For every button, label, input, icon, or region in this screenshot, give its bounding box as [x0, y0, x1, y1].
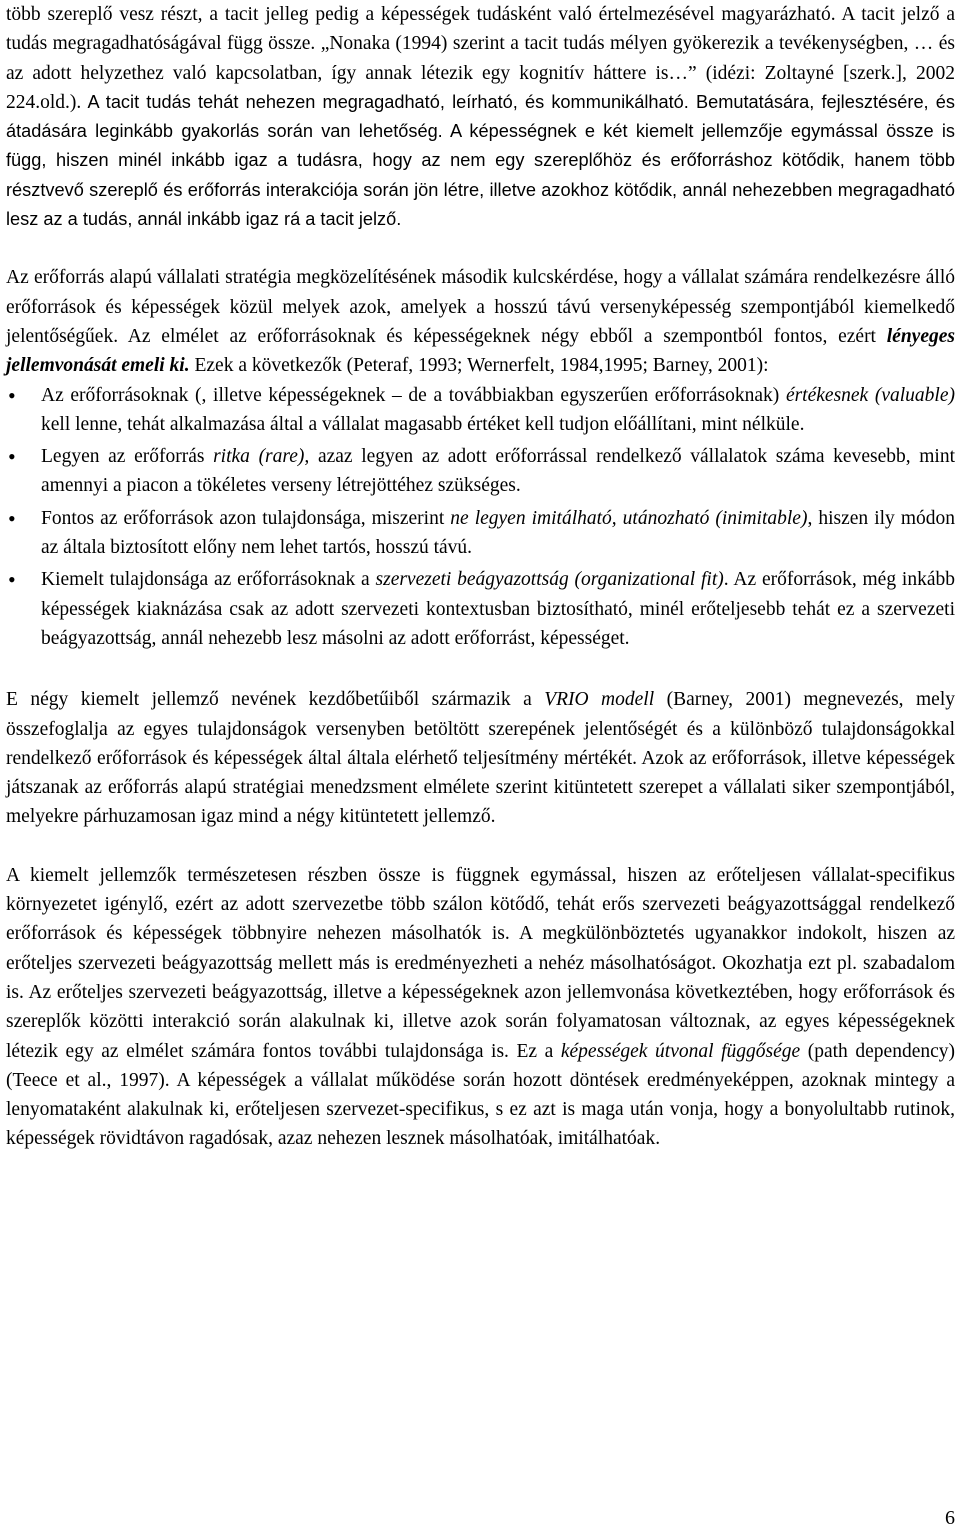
bullet-text: kell lenne, tehát alkalmazása által a vállalat magasabb értéket kell tudjon előállítani, mint nélküle.	[41, 413, 805, 435]
paragraph-2-emphasis: lényeges jellemvonását emeli ki.	[6, 325, 955, 377]
bullet-text: . Az erőforrások, még inkább képességek kiaknázása csak az adott szervezeti kontextusban biztosítható, minél erőteljesebb tehát ez a szervezeti beágyazottság, annál nehezebb lesz másolni az adott erőforrást, képességet.	[41, 569, 955, 649]
bullet-text: , hiszen ily módon az általa biztosított előny nem lehet tartós, hosszú távú.	[41, 507, 955, 559]
paragraph-4	[6, 861, 955, 1154]
paragraph-2-text-b: Ezek a következők (Peteraf, 1993; Wernerfelt, 1984,1995; Barney, 2001):	[189, 355, 769, 377]
intro-serif-text: több szereplő vesz részt, a tacit jelleg pedig a képességek tudásként való értelmezésével magyarázható. A tacit jelző a tudás megragadhatóságával függ össze. „Nonaka (1994) szerint a tacit tudás mélyen gyökerezik a tevékenységben, … és az adott helyzethez való kapcsolatban, így annak létezik egy kognitív háttere is…” (idézi: Zoltayné [szerk.], 2002 224.old.).	[6, 4, 955, 113]
bullet-item-inimitable	[6, 504, 955, 563]
paragraph-3-text-b: (Barney, 2001) megnevezés, mely összefoglalja az egyes tulajdonságok versenyben betöltött szerepének jelentőségét és a különböző tulajdonságokkal rendelkező erőforrások és képességek által általa elérhető teljesítmény mértékét. Azok az erőforrások, illetve képességek játszanak az erőforrás alapú stratégiai menedzsment elmélete szerint kitüntetett szerepet a vállalati siker szempontjából, melyekre párhuzamosan igaz mind a négy kitüntetett jellemző.	[6, 689, 955, 828]
paragraph-spacer	[6, 832, 955, 861]
bullet-italic-term: értékesnek (valuable)	[785, 384, 955, 406]
intro-sans-text-a: A tacit tudás tehát nehezen megragadható, leírható, és kommunikálható. Bemutatására, fejlesztésére, és átadására leginkább gyakorlás során van lehetőség.	[6, 91, 955, 142]
bullet-text: Legyen az erőforrás	[41, 446, 214, 468]
document-page	[6, 0, 955, 1154]
bullet-item-rare	[6, 442, 955, 501]
bullet-text: Fontos az erőforrások azon tulajdonsága, miszerint	[41, 507, 451, 529]
paragraph-spacer	[6, 656, 955, 685]
paragraph-spacer	[6, 234, 955, 263]
page-number: 6	[945, 1506, 955, 1529]
paragraph-4-text-b: (path dependency) (Teece et al., 1997). A képességek a vállalat működése során hozott döntések eredményeképpen, azoknak mintegy a lenyomataként alakulnak ki, erőteljesen szervezet-specifikus, s ez azt is maga után vonja, hogy a bonyolultabb rutinok, képességek rövidtávon ragadósak, azaz nehezen lesznek másolhatóak, imitálhatóak.	[6, 1040, 955, 1150]
bullet-italic-term: szervezeti beágyazottság (organizational fit)	[375, 569, 724, 591]
bullet-list	[6, 381, 955, 654]
paragraph-4-text-a: A kiemelt jellemzők természetesen részben össze is függnek egymással, hiszen az erőteljesen vállalat-specifikus környezetet igénylő, ezért az adott szervezetbe több szálon kötődő, tehát erős szervezeti beágyazottsággal rendelkező erőforrások és képességek többnyire nehezen másolhatók is. A megkülönböztetés ugyanakkor indokolt, hiszen az erőteljes szervezeti beágyazottság mellett más is eredményezheti a nehéz másolhatóságot. Okozhatja ezt pl. szabadalom is. Az erőteljes szervezeti beágyazottság, illetve a képességeknek azon jellemvonása következtében, hogy erőforrások és szereplők közötti interakció során alakulnak ki, illetve azok során folyamatosan változnak, az egyes képességeknek létezik egy az elmélet számára fontos további tulajdonsága is. Ez a	[6, 864, 955, 1062]
paragraph-3-text-a: E négy kiemelt jellemző nevének kezdőbetűiből származik a	[6, 689, 545, 711]
bullet-item-valuable	[6, 381, 955, 440]
bullet-item-organizational-fit	[6, 565, 955, 653]
paragraph-3-italic-term: VRIO modell	[544, 689, 655, 711]
paragraph-4-italic-term: képességek útvonal függősége	[560, 1040, 801, 1062]
paragraph-2	[6, 263, 955, 380]
bullet-italic-term: ne legyen imitálható, utánozható (inimitable)	[450, 507, 808, 529]
bullet-text: azaz legyen az adott erőforrással rendelkező vállalatok száma kevesebb, mint amennyi a piacon a tökéletes verseny létrejöttéhez szükséges.	[41, 446, 955, 497]
bullet-text: Az erőforrásoknak (, illetve képességeknek – de a továbbiakban egyszerűen erőforrásoknak)	[41, 384, 786, 406]
bullet-italic-term: ritka (rare),	[213, 446, 310, 468]
intro-sans-text-b: A képességnek e két kiemelt jellemzője egymással össze is függ, hiszen minél inkább igaz a tudásra, hogy az nem egy szereplőhöz és erőforráshoz kötődik, hanem több résztvevő szereplő és erőforrás interakciója során jön létre, illetve azokhoz kötődik, annál nehezebben megragadható lesz az a tudás, annál inkább igaz rá a tacit jelző.	[6, 121, 955, 230]
bullet-text: Kiemelt tulajdonsága az erőforrásoknak a	[41, 569, 376, 591]
paragraph-2-text-a: Az erőforrás alapú vállalati stratégia megközelítésének második kulcskérdése, hogy a vállalat számára rendelkezésre álló erőforrások és képességek közül melyek azok, amelyek a hosszú távú versenyképesség szempontjából kiemelkedő jelentőségűek. Az elmélet az erőforrásoknak és képességeknek négy ebből a szempontból fontos, ezért	[6, 267, 955, 347]
paragraph-3	[6, 685, 955, 831]
intro-paragraph	[6, 0, 955, 234]
